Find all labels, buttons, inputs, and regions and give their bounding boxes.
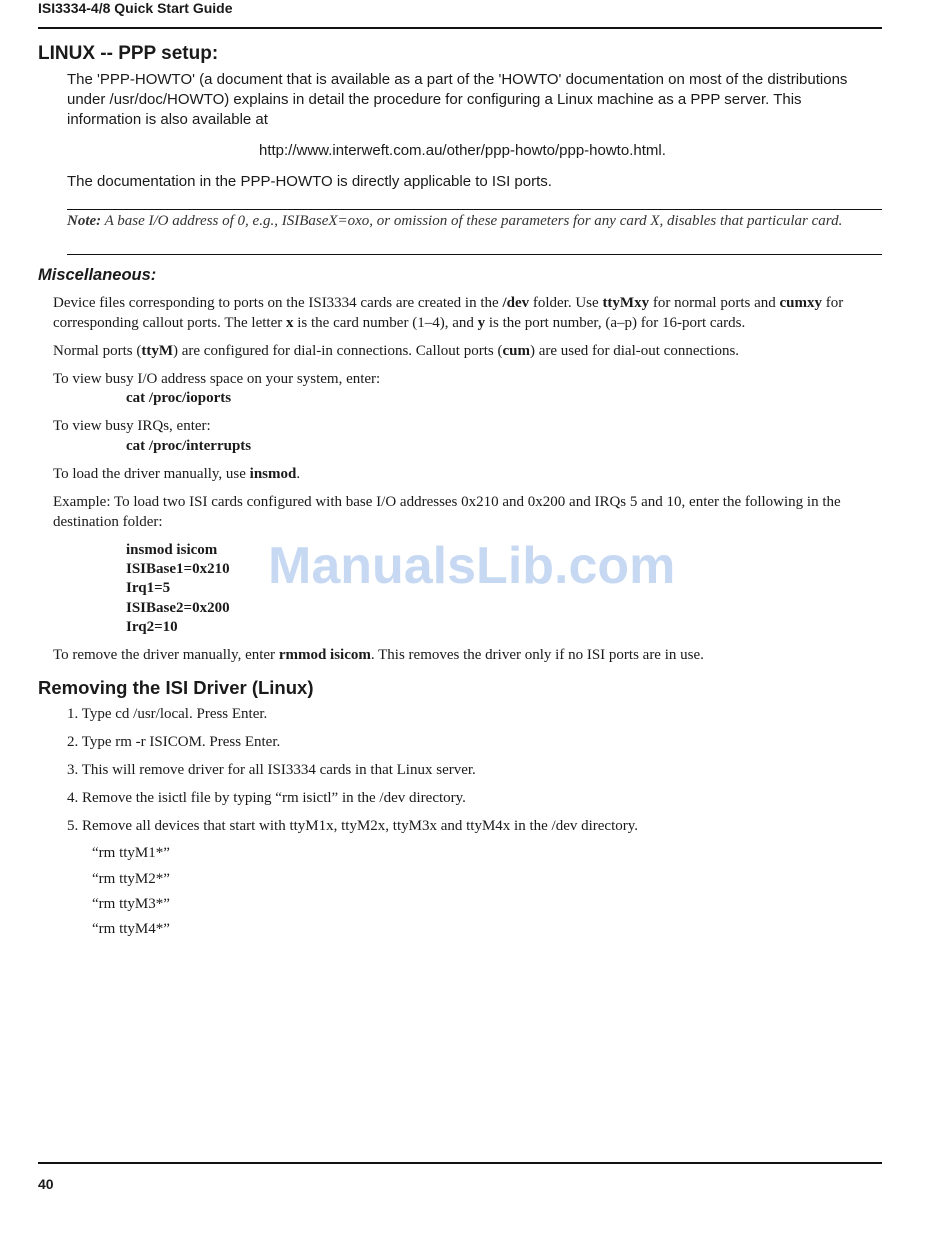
list-item: 3. This will remove driver for all ISI3334 cards in that Linux server.: [67, 762, 476, 778]
port-types-paragraph: Normal ports (ttyM) are configured for dial-in connections. Callout ports (cum) are used for dial-out connections.: [53, 343, 740, 359]
irq-instruction: To view busy IRQs, enter:: [53, 418, 211, 434]
note-box: [67, 211, 882, 231]
watermark-logo: ManualsLib.com: [268, 537, 676, 595]
page-number: 40: [38, 1176, 54, 1192]
ppp-intro-paragraph: The 'PPP-HOWTO' (a document that is available as a part of the 'HOWTO' documentation on most of the distributions under /usr/doc/HOWTO) explains in detail the procedure for configuring a Linux machine as a PPP server. This information is also available at: [67, 71, 848, 128]
misc-section-heading: Miscellaneous:: [38, 266, 157, 284]
device-files-paragraph: Device files corresponding to ports on the ISI3334 cards are created in the /dev folder. Use ttyMxy for normal ports and cumxy for corresponding callout ports. The letter x is the card number (1–4), and y is the port number, (a–p) for 16-port cards.: [53, 295, 844, 331]
footer-divider: [38, 1162, 882, 1164]
remove-command: “rm ttyM1*”: [92, 845, 170, 861]
header-divider: [38, 27, 882, 29]
insmod-paragraph: To load the driver manually, use insmod.: [53, 466, 301, 482]
remove-section-heading: Removing the ISI Driver (Linux): [38, 677, 314, 698]
note-label: Note:: [67, 213, 102, 229]
remove-command: “rm ttyM4*”: [92, 921, 170, 937]
ppp-section-heading: LINUX -- PPP setup:: [38, 43, 219, 64]
code-line: Irq1=5: [126, 580, 171, 596]
list-item: 2. Type rm -r ISICOM. Press Enter.: [67, 734, 281, 750]
code-line: ISIBase2=0x200: [126, 600, 230, 616]
rmmod-paragraph: To remove the driver manually, enter rmmod isicom. This removes the driver only if no ISI ports are in use.: [53, 647, 704, 663]
remove-command: “rm ttyM2*”: [92, 871, 170, 887]
note-top-rule: [67, 209, 882, 210]
interrupts-command: cat /proc/interrupts: [126, 438, 252, 454]
ioports-instruction: To view busy I/O address space on your system, enter:: [53, 371, 381, 387]
note-text: A base I/O address of 0, e.g., ISIBaseX=oxo, or omission of these parameters for any card X, disables that particular card.: [101, 213, 843, 229]
list-item: 4. Remove the isictl file by typing “rm isictl” in the /dev directory.: [67, 790, 466, 806]
list-item: 5. Remove all devices that start with ttyM1x, ttyM2x, ttyM3x and ttyM4x in the /dev directory.: [67, 818, 639, 834]
ioports-command: cat /proc/ioports: [126, 390, 232, 406]
list-item: 1. Type cd /usr/local. Press Enter.: [67, 706, 268, 722]
ppp-applicability-text: The documentation in the PPP-HOWTO is directly applicable to ISI ports.: [67, 173, 552, 190]
note-bottom-rule: [67, 254, 882, 255]
code-line: ISIBase1=0x210: [126, 561, 230, 577]
ppp-howto-url[interactable]: http://www.interweft.com.au/other/ppp-howto/ppp-howto.html.: [259, 142, 666, 159]
page-header-title: ISI3334-4/8 Quick Start Guide: [38, 0, 233, 16]
code-line: Irq2=10: [126, 619, 178, 635]
remove-command: “rm ttyM3*”: [92, 896, 170, 912]
code-line: insmod isicom: [126, 542, 218, 558]
example-paragraph: Example: To load two ISI cards configured with base I/O addresses 0x210 and 0x200 and IRQs 5 and 10, enter the following in the destination folder:: [53, 494, 841, 530]
